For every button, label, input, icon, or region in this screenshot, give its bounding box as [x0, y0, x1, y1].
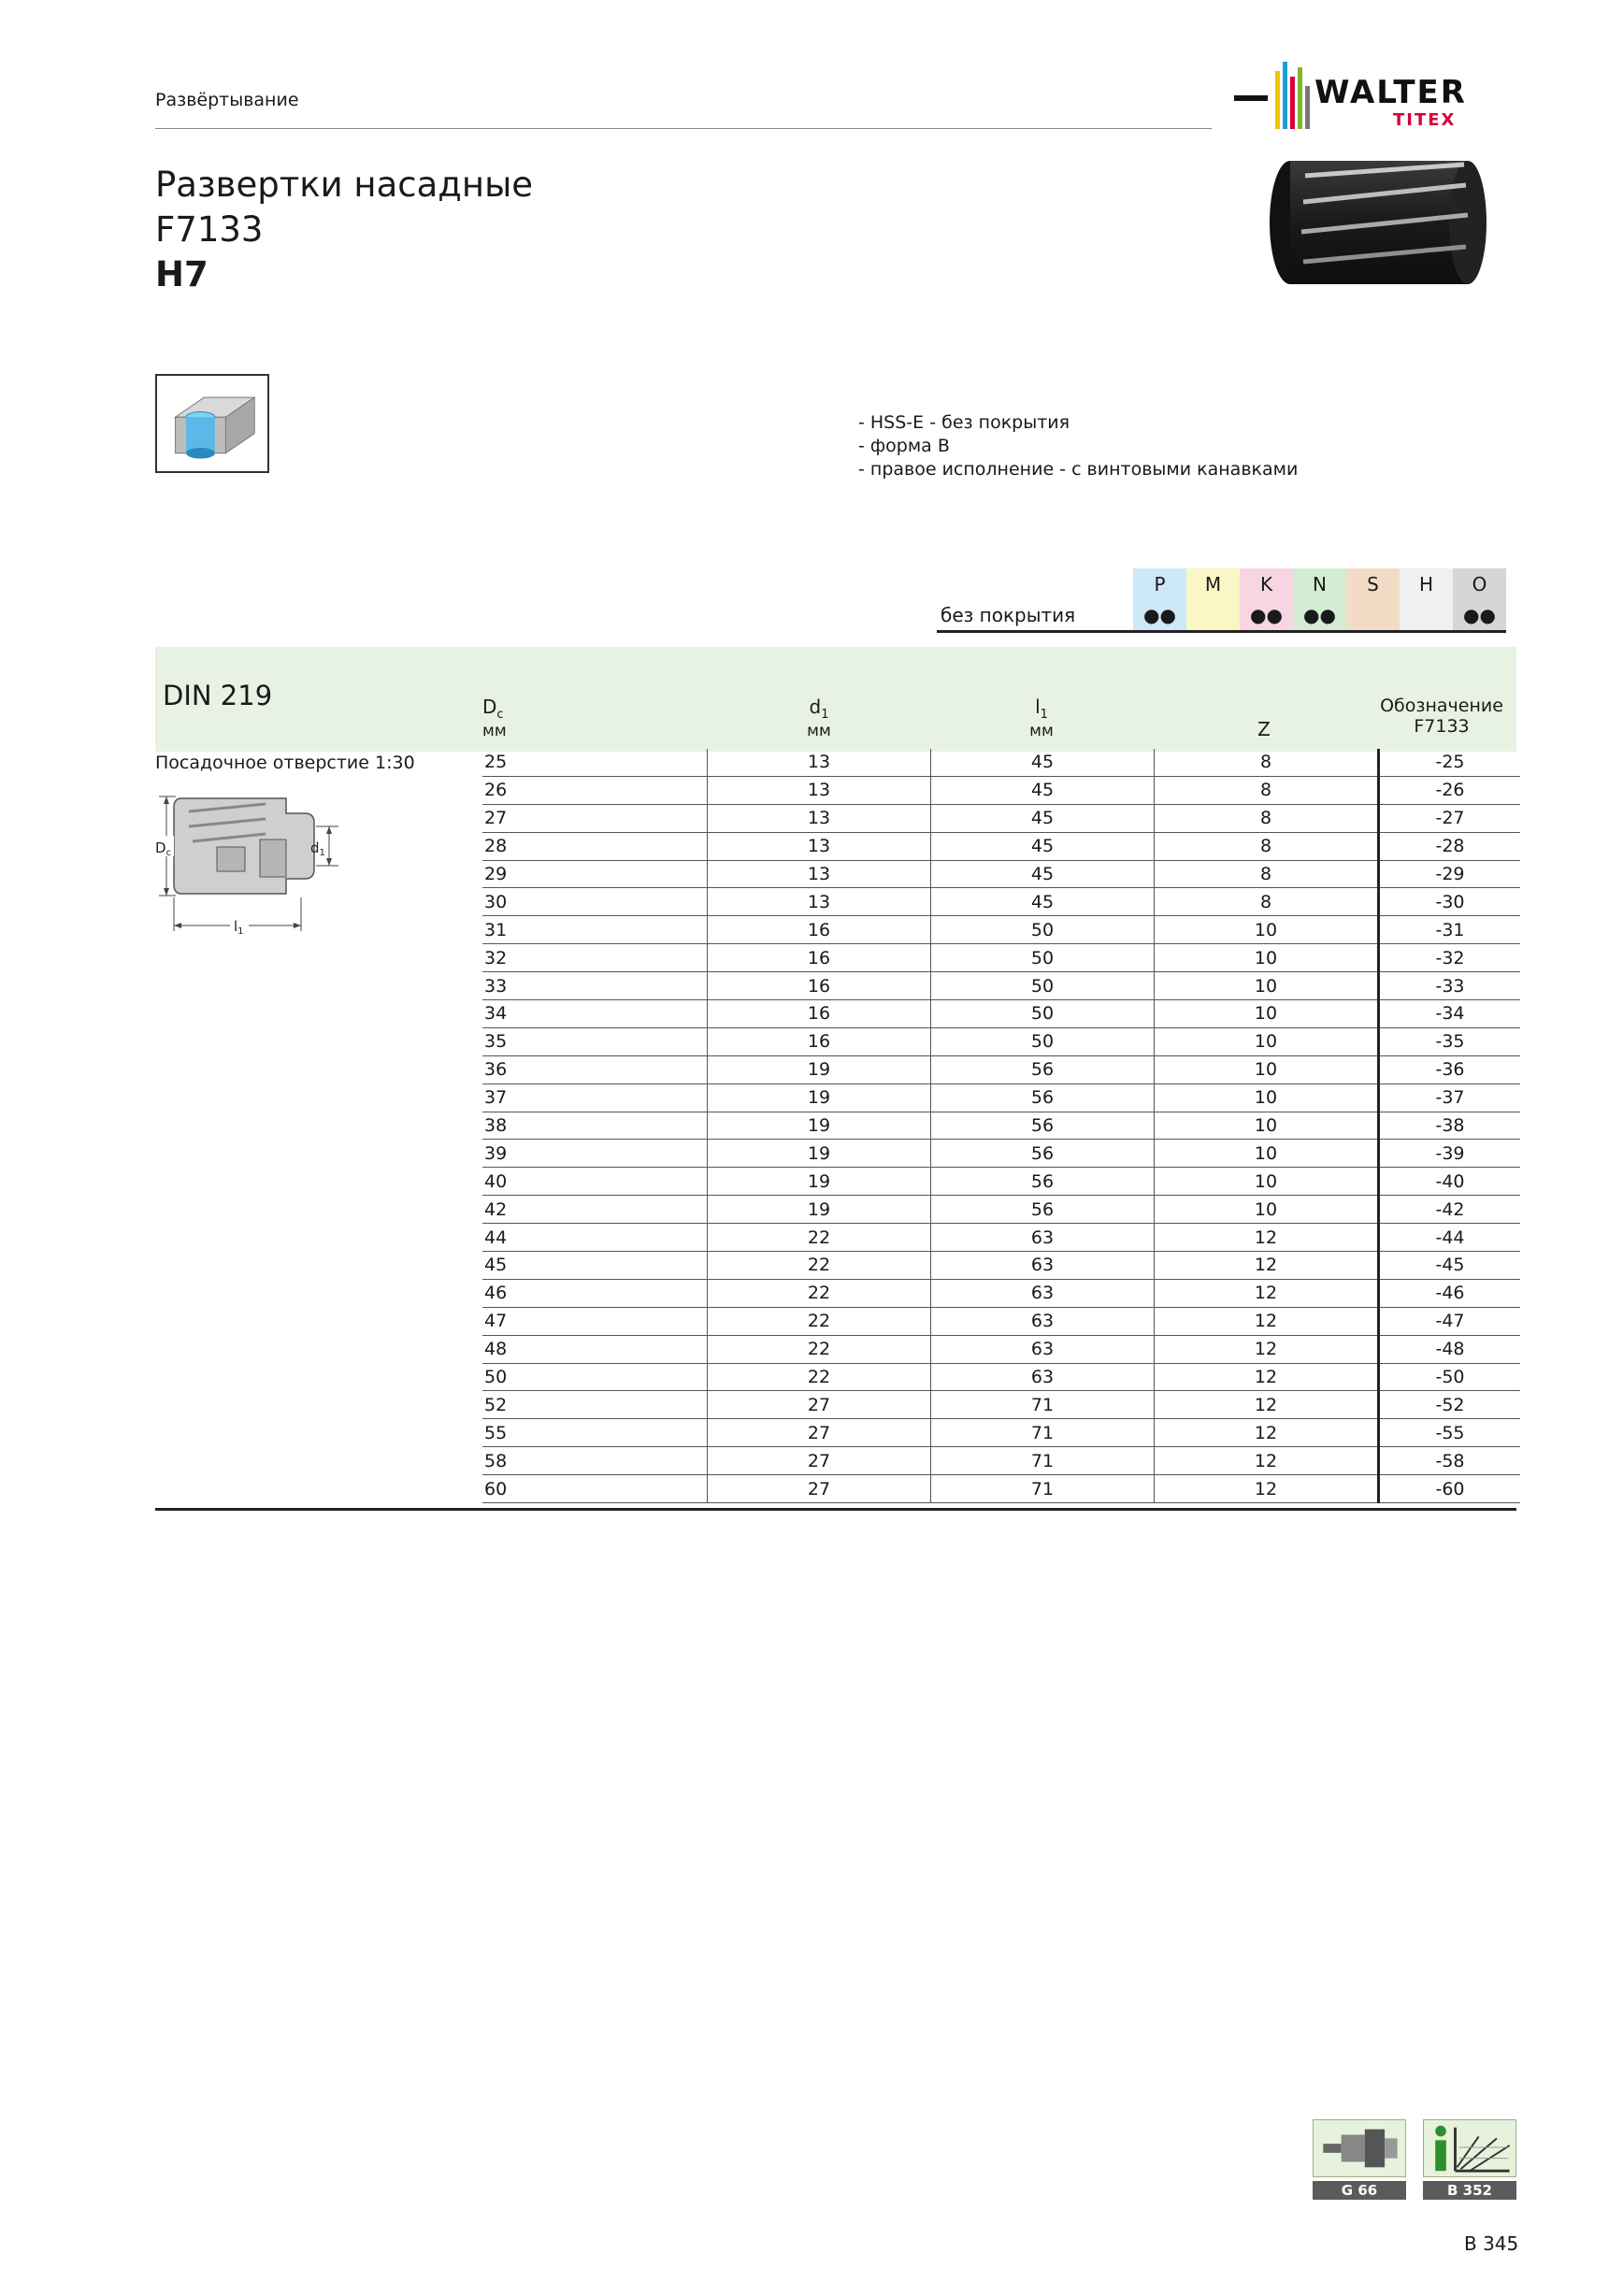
table-row	[482, 1224, 1520, 1252]
cell-dc: 39	[482, 1140, 708, 1168]
cell-d1: 27	[708, 1447, 931, 1475]
cell-l1: 56	[931, 1140, 1155, 1168]
cell-designation: -38	[1379, 1112, 1521, 1140]
cell-l1: 56	[931, 1112, 1155, 1140]
cell-l1: 71	[931, 1447, 1155, 1475]
material-O: O	[1453, 568, 1506, 599]
table-row	[482, 1168, 1520, 1196]
table-row	[482, 1363, 1520, 1391]
table-row	[482, 1252, 1520, 1280]
cell-z: 12	[1155, 1335, 1379, 1363]
table-row	[482, 1140, 1520, 1168]
cell-l1: 45	[931, 804, 1155, 832]
cell-dc: 29	[482, 860, 708, 888]
cell-z: 8	[1155, 776, 1379, 804]
logo-sub: TITEX	[1393, 110, 1457, 130]
table-row	[482, 944, 1520, 972]
reamer-dimension-drawing	[155, 793, 342, 942]
cell-dc: 25	[482, 749, 708, 776]
cell-l1: 45	[931, 860, 1155, 888]
cell-dc: 58	[482, 1447, 708, 1475]
cell-l1: 63	[931, 1252, 1155, 1280]
table-row	[482, 804, 1520, 832]
cell-d1: 19	[708, 1168, 931, 1196]
cell-designation: -29	[1379, 860, 1521, 888]
cell-d1: 19	[708, 1196, 931, 1224]
cell-dc: 44	[482, 1224, 708, 1252]
feature-item: - HSS-E - без покрытия	[858, 412, 1070, 433]
material-K: K	[1240, 568, 1293, 599]
feature-item: - форма B	[858, 436, 950, 456]
table-row	[482, 1112, 1520, 1140]
cell-d1: 19	[708, 1083, 931, 1112]
cell-dc: 45	[482, 1252, 708, 1280]
cell-designation: -30	[1379, 888, 1521, 916]
table-row	[482, 1027, 1520, 1055]
table-row	[482, 749, 1520, 776]
cell-z: 10	[1155, 1027, 1379, 1055]
cell-designation: -34	[1379, 1000, 1521, 1028]
cell-dc: 30	[482, 888, 708, 916]
cell-z: 12	[1155, 1224, 1379, 1252]
cell-z: 12	[1155, 1307, 1379, 1335]
suitability-K: ●●	[1240, 599, 1293, 632]
cell-l1: 45	[931, 749, 1155, 776]
page-title	[155, 163, 533, 297]
cell-z: 10	[1155, 1196, 1379, 1224]
cell-l1: 63	[931, 1335, 1155, 1363]
cell-dc: 47	[482, 1307, 708, 1335]
cell-d1: 22	[708, 1307, 931, 1335]
cell-l1: 63	[931, 1307, 1155, 1335]
cell-d1: 16	[708, 944, 931, 972]
cell-dc: 50	[482, 1363, 708, 1391]
cell-dc: 55	[482, 1419, 708, 1447]
cell-dc: 36	[482, 1055, 708, 1083]
cell-dc: 33	[482, 972, 708, 1000]
cell-z: 8	[1155, 832, 1379, 860]
table-row	[482, 860, 1520, 888]
cell-d1: 19	[708, 1112, 931, 1140]
cell-designation: -52	[1379, 1391, 1521, 1419]
cell-dc: 31	[482, 916, 708, 944]
cell-l1: 71	[931, 1391, 1155, 1419]
cell-d1: 22	[708, 1252, 931, 1280]
cell-l1: 71	[931, 1419, 1155, 1447]
cell-designation: -60	[1379, 1475, 1521, 1503]
cell-designation: -46	[1379, 1279, 1521, 1307]
cell-dc: 46	[482, 1279, 708, 1307]
cell-designation: -35	[1379, 1027, 1521, 1055]
table-row	[482, 1279, 1520, 1307]
cell-z: 10	[1155, 1112, 1379, 1140]
table-row	[482, 972, 1520, 1000]
cell-designation: -50	[1379, 1363, 1521, 1391]
material-P: P	[1133, 568, 1186, 599]
ref-g66[interactable]	[1313, 2119, 1406, 2198]
page-number: B 345	[1464, 2232, 1519, 2255]
cell-l1: 45	[931, 888, 1155, 916]
cell-z: 8	[1155, 860, 1379, 888]
cell-d1: 13	[708, 776, 931, 804]
cell-z: 10	[1155, 1168, 1379, 1196]
ref-label: B 352	[1423, 2181, 1516, 2200]
cell-d1: 16	[708, 1027, 931, 1055]
dim-d1-label: $d_1$	[310, 839, 325, 858]
cell-designation: -32	[1379, 944, 1521, 972]
cell-dc: 28	[482, 832, 708, 860]
material-M: M	[1186, 568, 1240, 599]
cell-d1: 13	[708, 804, 931, 832]
cell-z: 12	[1155, 1363, 1379, 1391]
cell-dc: 38	[482, 1112, 708, 1140]
cell-l1: 71	[931, 1475, 1155, 1503]
cell-designation: -44	[1379, 1224, 1521, 1252]
cell-l1: 56	[931, 1196, 1155, 1224]
cell-designation: -26	[1379, 776, 1521, 804]
cell-z: 10	[1155, 1055, 1379, 1083]
feature-list	[858, 411, 1298, 481]
cell-d1: 27	[708, 1419, 931, 1447]
dim-dc-label: $D_c$	[155, 839, 172, 858]
col-header-d1: $d_1$ мм	[807, 696, 831, 740]
cell-d1: 27	[708, 1391, 931, 1419]
suitability-N: ●●	[1293, 599, 1346, 632]
cell-z: 12	[1155, 1447, 1379, 1475]
cell-d1: 16	[708, 972, 931, 1000]
cell-designation: -25	[1379, 749, 1521, 776]
col-header-l1: $l_1$ мм	[1029, 696, 1054, 740]
cell-d1: 22	[708, 1279, 931, 1307]
cell-d1: 22	[708, 1224, 931, 1252]
col-header-z: Z	[1257, 718, 1271, 740]
table-row	[482, 1083, 1520, 1112]
cell-l1: 50	[931, 972, 1155, 1000]
cell-d1: 16	[708, 916, 931, 944]
dim-l1-label: $l_1$	[234, 918, 244, 937]
cell-designation: -33	[1379, 972, 1521, 1000]
cell-dc: 27	[482, 804, 708, 832]
table-row	[482, 832, 1520, 860]
fit-bore-label: Посадочное отверстие 1:30	[155, 753, 415, 773]
cell-dc: 52	[482, 1391, 708, 1419]
table-row	[482, 1391, 1520, 1419]
cell-l1: 50	[931, 944, 1155, 972]
cell-dc: 48	[482, 1335, 708, 1363]
cell-d1: 13	[708, 860, 931, 888]
tool-holder-icon	[1313, 2119, 1406, 2177]
cell-designation: -36	[1379, 1055, 1521, 1083]
reamer-photo	[1268, 157, 1501, 288]
cell-l1: 56	[931, 1168, 1155, 1196]
cell-dc: 42	[482, 1196, 708, 1224]
cell-designation: -40	[1379, 1168, 1521, 1196]
cell-l1: 45	[931, 832, 1155, 860]
material-H: H	[1400, 568, 1453, 599]
cell-designation: -47	[1379, 1307, 1521, 1335]
info-chart-icon	[1423, 2119, 1516, 2177]
table-row	[482, 776, 1520, 804]
cell-d1: 13	[708, 888, 931, 916]
table-row	[482, 1000, 1520, 1028]
material-groups-table	[937, 568, 1506, 633]
table-row	[482, 888, 1520, 916]
cell-l1: 45	[931, 776, 1155, 804]
ref-label: G 66	[1313, 2181, 1406, 2200]
suitability-M	[1186, 599, 1240, 632]
cell-l1: 50	[931, 916, 1155, 944]
cell-dc: 34	[482, 1000, 708, 1028]
cell-z: 10	[1155, 1083, 1379, 1112]
cell-dc: 60	[482, 1475, 708, 1503]
cell-z: 12	[1155, 1475, 1379, 1503]
feature-item: - правое исполнение - с винтовыми канавками	[858, 459, 1299, 480]
cell-d1: 19	[708, 1055, 931, 1083]
cell-l1: 63	[931, 1279, 1155, 1307]
table-row	[482, 1307, 1520, 1335]
col-header-dc: $D_c$ мм	[482, 696, 507, 740]
title-line-3: H7	[155, 254, 208, 294]
cell-designation: -55	[1379, 1419, 1521, 1447]
table-row	[482, 1475, 1520, 1503]
cell-designation: -48	[1379, 1335, 1521, 1363]
cell-designation: -27	[1379, 804, 1521, 832]
reamer-dimensions-table	[482, 749, 1520, 1503]
cell-z: 8	[1155, 888, 1379, 916]
cell-z: 10	[1155, 1140, 1379, 1168]
cell-dc: 26	[482, 776, 708, 804]
logo-brand: WALTER	[1314, 74, 1467, 111]
suitability-P: ●●	[1133, 599, 1186, 632]
cell-dc: 37	[482, 1083, 708, 1112]
cell-d1: 16	[708, 1000, 931, 1028]
cell-z: 12	[1155, 1279, 1379, 1307]
table-row	[482, 1419, 1520, 1447]
cell-z: 12	[1155, 1391, 1379, 1419]
cell-d1: 22	[708, 1363, 931, 1391]
cell-d1: 27	[708, 1475, 931, 1503]
cell-z: 12	[1155, 1419, 1379, 1447]
material-S: S	[1346, 568, 1400, 599]
cell-d1: 13	[708, 832, 931, 860]
cell-dc: 32	[482, 944, 708, 972]
cell-l1: 63	[931, 1363, 1155, 1391]
title-line-2: F7133	[155, 209, 264, 250]
table-bottom-rule	[155, 1508, 1516, 1511]
cell-d1: 19	[708, 1140, 931, 1168]
cell-z: 8	[1155, 804, 1379, 832]
cell-d1: 13	[708, 749, 931, 776]
walter-titex-logo	[1234, 58, 1520, 133]
cell-z: 10	[1155, 944, 1379, 972]
cell-l1: 50	[931, 1027, 1155, 1055]
cell-designation: -39	[1379, 1140, 1521, 1168]
suitability-O: ●●	[1453, 599, 1506, 632]
cell-z: 10	[1155, 972, 1379, 1000]
reaming-operation-icon	[155, 374, 269, 473]
cell-d1: 22	[708, 1335, 931, 1363]
title-line-1: Развертки насадные	[155, 165, 534, 205]
cell-l1: 50	[931, 1000, 1155, 1028]
coating-label: без покрытия	[937, 599, 1133, 632]
table-row	[482, 1335, 1520, 1363]
din-standard: DIN 219	[163, 680, 273, 711]
ref-b352[interactable]	[1423, 2119, 1516, 2198]
cell-z: 12	[1155, 1252, 1379, 1280]
cell-designation: -28	[1379, 832, 1521, 860]
table-row	[482, 1055, 1520, 1083]
header-divider	[155, 128, 1212, 129]
table-row	[482, 1196, 1520, 1224]
cell-designation: -58	[1379, 1447, 1521, 1475]
cell-l1: 56	[931, 1083, 1155, 1112]
cell-l1: 63	[931, 1224, 1155, 1252]
material-N: N	[1293, 568, 1346, 599]
suitability-H	[1400, 599, 1453, 632]
cell-z: 8	[1155, 749, 1379, 776]
cell-designation: -31	[1379, 916, 1521, 944]
cell-designation: -37	[1379, 1083, 1521, 1112]
table-row	[482, 1447, 1520, 1475]
col-header-designation: Обозначение F7133	[1380, 696, 1503, 737]
cell-z: 10	[1155, 1000, 1379, 1028]
section-label: Развёртывание	[155, 90, 299, 110]
suitability-S	[1346, 599, 1400, 632]
cell-z: 10	[1155, 916, 1379, 944]
cell-dc: 40	[482, 1168, 708, 1196]
table-row	[482, 916, 1520, 944]
cell-designation: -45	[1379, 1252, 1521, 1280]
cell-l1: 56	[931, 1055, 1155, 1083]
cell-dc: 35	[482, 1027, 708, 1055]
cell-designation: -42	[1379, 1196, 1521, 1224]
